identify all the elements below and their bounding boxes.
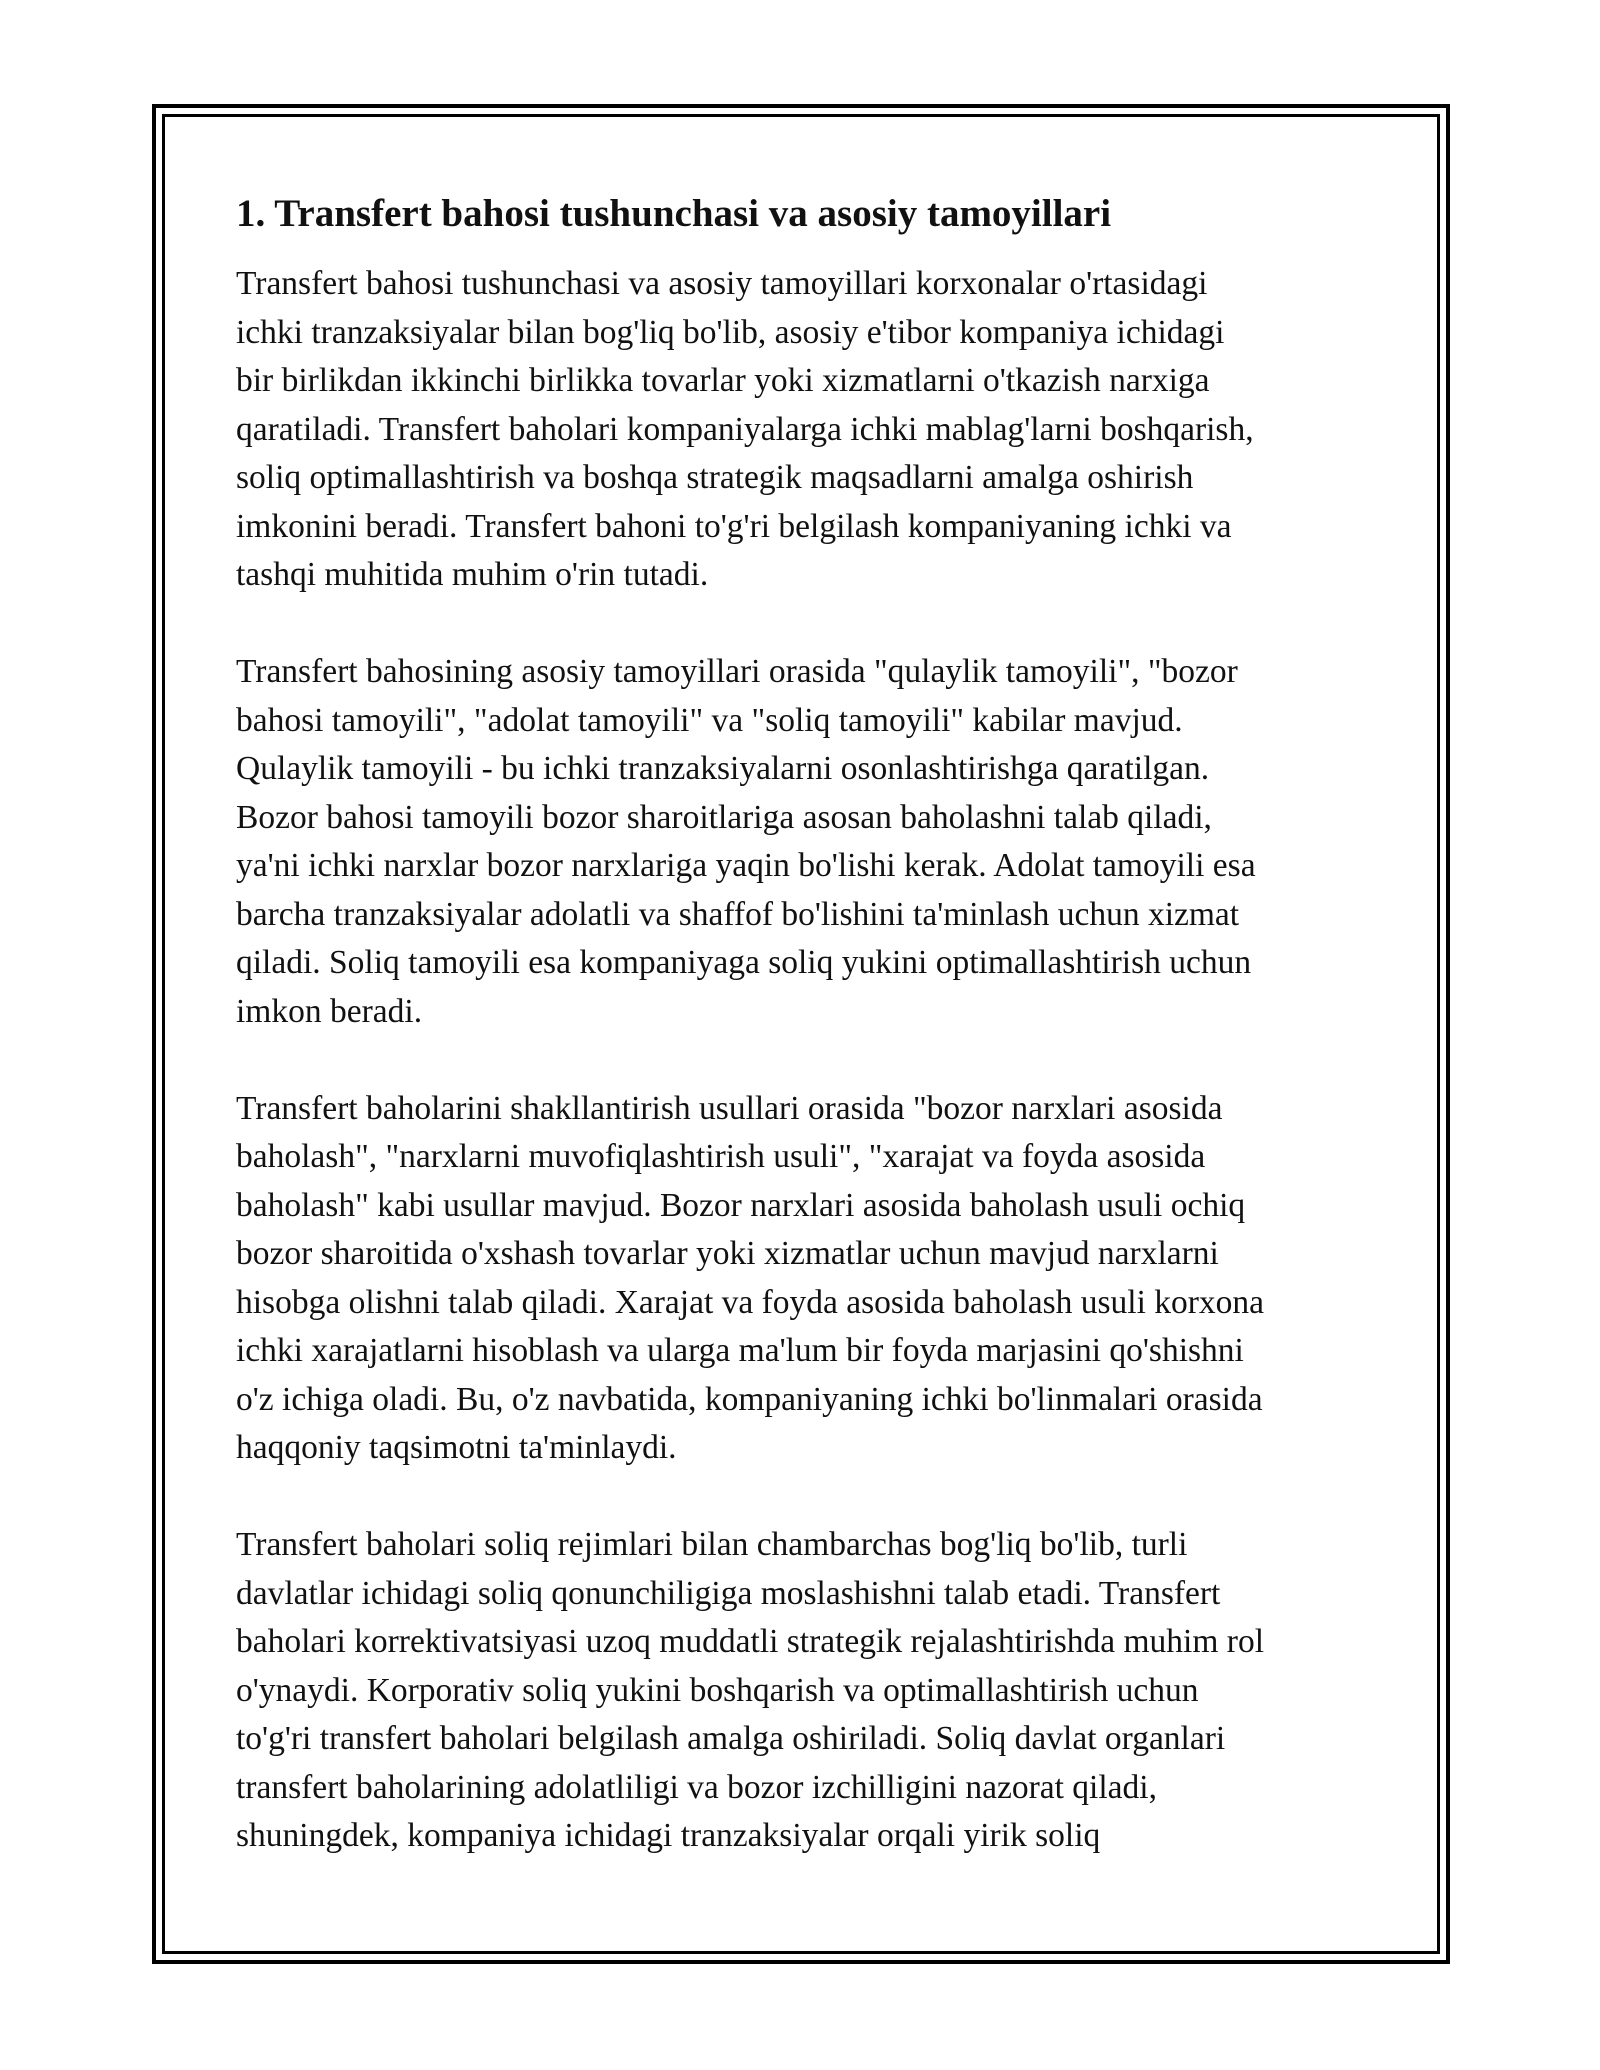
- document-body: [236, 186, 1376, 1909]
- paragraph-1: Transfert bahosi tushunchasi va asosiy tamoyillari korxonalar o'rtasidagi ichki tranzaksiyalar bilan bog'liq bo'lib, asosiy e'tibor kompaniya ichidagi bir birlikdan ikkinchi birlikka tovarlar yoki xizmatlarni o'tkazish narxiga qaratiladi. Transfert baholari kompaniyalarga ichki mablag'larni boshqarish, soliq optimallashtirish va boshqa strategik maqsadlarni amalga oshirish imkonini beradi. Transfert bahoni to'g'ri belgilash kompaniyaning ichki va tashqi muhitida muhim o'rin tutadi.: [236, 265, 1254, 593]
- paragraph-2: Transfert bahosining asosiy tamoyillari orasida "qulaylik tamoyili", "bozor bahosi tamoyili", "adolat tamoyili" va "soliq tamoyili" kabilar mavjud. Qulaylik tamoyili - bu ichki tranzaksiyalarni osonlashtirishga qaratilgan. Bozor bahosi tamoyili bozor sharoitlariga asosan baholashni talab qiladi, ya'ni ichki narxlar bozor narxlariga yaqin bo'lishi kerak. Adolat tamoyili esa barcha tranzaksiyalar adolatli va shaffof bo'lishini ta'minlash uchun xizmat qiladi. Soliq tamoyili esa kompaniyaga soliq yukini optimallashtirish uchun imkon beradi.: [236, 653, 1256, 1030]
- section-heading: 1. Transfert bahosi tushunchasi va asosiy tamoyillari: [236, 192, 1112, 235]
- paragraph-4: Transfert baholari soliq rejimlari bilan chambarchas bog'liq bo'lib, turli davlatlar ichidagi soliq qonunchiligiga moslashishni talab etadi. Transfert baholari korrektivatsiyasi uzoq muddatli strategik rejalashtirishda muhim rol o'ynaydi. Korporativ soliq yukini boshqarish va optimallashtirish uchun to'g'ri transfert baholari belgilash amalga oshiriladi. Soliq davlat organlari transfert baholarining adolatliligi va bozor izchilligini nazorat qiladi, shuningdek, kompaniya ichidagi tranzaksiyalar orqali yirik soliq: [236, 1526, 1265, 1854]
- paragraph-3: Transfert baholarini shakllantirish usullari orasida "bozor narxlari asosida baholash", "narxlarni muvofiqlashtirish usuli", "xarajat va foyda asosida baholash" kabi usullar mavjud. Bozor narxlari asosida baholash usuli ochiq bozor sharoitida o'xshash tovarlar yoki xizmatlar uchun mavjud narxlarni hisobga olishni talab qiladi. Xarajat va foyda asosida baholash usuli korxona ichki xarajatlarni hisoblash va ularga ma'lum bir foyda marjasini qo'shishni o'z ichiga oladi. Bu, o'z navbatida, kompaniyaning ichki bo'linmalari orasida haqqoniy taqsimotni ta'minlaydi.: [236, 1089, 1265, 1466]
